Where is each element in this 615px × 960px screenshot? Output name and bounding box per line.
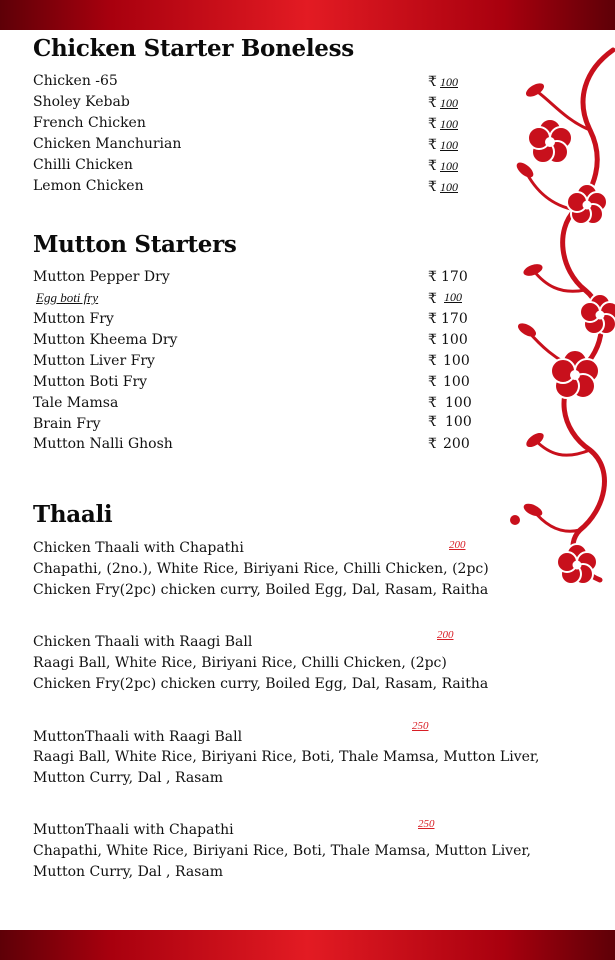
item-price: 100 — [440, 138, 458, 152]
section-title-thaali: Thaali — [33, 501, 113, 528]
bottom-red-band — [0, 930, 615, 960]
thaali-name: Chicken Thaali with Chapathi — [33, 540, 244, 556]
top-red-band — [0, 0, 615, 30]
item-name: Chicken Manchurian — [33, 136, 182, 152]
item-price: 170 — [441, 269, 468, 285]
item-name: Egg boti fry — [36, 290, 99, 305]
item-name: Tale Mamsa — [33, 395, 119, 411]
item-name: Sholey Kebab — [33, 94, 130, 110]
rupee-symbol: ₹ — [428, 311, 437, 327]
item-price: 100 — [440, 180, 458, 194]
thaali-description: Raagi Ball, White Rice, Biriyani Rice, Chilli Chicken, (2pc) — [33, 655, 447, 671]
thaali-description: Raagi Ball, White Rice, Biriyani Rice, Boti, Thale Mamsa, Mutton Liver, — [33, 749, 540, 765]
menu-item — [33, 290, 483, 311]
item-name: Mutton Fry — [33, 311, 114, 327]
menu-item — [33, 414, 483, 435]
menu-item — [33, 136, 483, 157]
item-name: Mutton Liver Fry — [33, 353, 155, 369]
thaali-description: Chicken Fry(2pc) chicken curry, Boiled Egg, Dal, Rasam, Raitha — [33, 676, 489, 692]
menu-item — [33, 178, 483, 199]
item-name: French Chicken — [33, 115, 146, 131]
menu-item — [33, 157, 483, 178]
rupee-symbol: ₹ — [428, 74, 437, 90]
menu-item — [33, 73, 483, 94]
menu-item — [33, 353, 483, 374]
thaali-description: Chicken Fry(2pc) chicken curry, Boiled Egg, Dal, Rasam, Raitha — [33, 582, 489, 598]
item-price: 100 — [440, 75, 458, 89]
item-name: Chicken -65 — [33, 73, 118, 89]
rupee-symbol: ₹ — [428, 395, 437, 411]
section-title-chicken-starters: Chicken Starter Boneless — [33, 35, 354, 62]
menu-item — [33, 94, 483, 115]
rupee-symbol: ₹ — [428, 179, 437, 195]
rupee-symbol: ₹ — [428, 291, 437, 307]
rupee-symbol: ₹ — [428, 436, 437, 452]
item-name: Brain Fry — [33, 416, 101, 432]
item-name: Lemon Chicken — [33, 178, 144, 194]
thaali-description: Mutton Curry, Dal , Rasam — [33, 864, 223, 880]
item-name: Mutton Kheema Dry — [33, 332, 178, 348]
item-price: 100 — [440, 159, 458, 173]
item-price: 100 — [445, 414, 472, 430]
thaali-description: Chapathi, White Rice, Biriyani Rice, Boti, Thale Mamsa, Mutton Liver, — [33, 843, 531, 859]
item-price: 100 — [440, 96, 458, 110]
item-name: Mutton Pepper Dry — [33, 269, 170, 285]
thaali-description: Chapathi, (2no.), White Rice, Biriyani Rice, Chilli Chicken, (2pc) — [33, 561, 489, 577]
item-name: Mutton Boti Fry — [33, 374, 148, 390]
item-price: 100 — [445, 395, 472, 411]
section-title-mutton-starters: Mutton Starters — [33, 231, 237, 258]
item-name: Chilli Chicken — [33, 157, 133, 173]
thaali-name: Chicken Thaali with Raagi Ball — [33, 634, 253, 650]
thaali-price: 200 — [449, 539, 466, 551]
menu-item — [33, 374, 483, 395]
item-price: 100 — [440, 117, 458, 131]
item-price: 100 — [444, 290, 462, 304]
menu-item — [33, 332, 483, 353]
menu-item — [33, 436, 483, 457]
item-price: 100 — [443, 374, 470, 390]
rupee-symbol: ₹ — [428, 353, 437, 369]
rupee-symbol: ₹ — [428, 116, 437, 132]
item-price: 170 — [441, 311, 468, 327]
item-price: 100 — [441, 332, 468, 348]
rupee-symbol: ₹ — [428, 158, 437, 174]
menu-item — [33, 269, 483, 290]
menu-item — [33, 115, 483, 136]
item-name: Mutton Nalli Ghosh — [33, 436, 173, 452]
thaali-name: MuttonThaali with Raagi Ball — [33, 729, 243, 745]
thaali-price: 250 — [418, 818, 435, 830]
thaali-name: MuttonThaali with Chapathi — [33, 822, 234, 838]
menu-item — [33, 395, 483, 416]
menu-item — [33, 311, 483, 332]
item-price: 100 — [443, 353, 470, 369]
rupee-symbol: ₹ — [428, 95, 437, 111]
rupee-symbol: ₹ — [428, 414, 437, 430]
rupee-symbol: ₹ — [428, 137, 437, 153]
rupee-symbol: ₹ — [428, 269, 437, 285]
thaali-description: Mutton Curry, Dal , Rasam — [33, 770, 223, 786]
thaali-price: 200 — [437, 629, 454, 641]
rupee-symbol: ₹ — [428, 374, 437, 390]
item-price: 200 — [443, 436, 470, 452]
rupee-symbol: ₹ — [428, 332, 437, 348]
thaali-price: 250 — [412, 720, 429, 732]
red-floral-vine-icon — [505, 30, 615, 600]
